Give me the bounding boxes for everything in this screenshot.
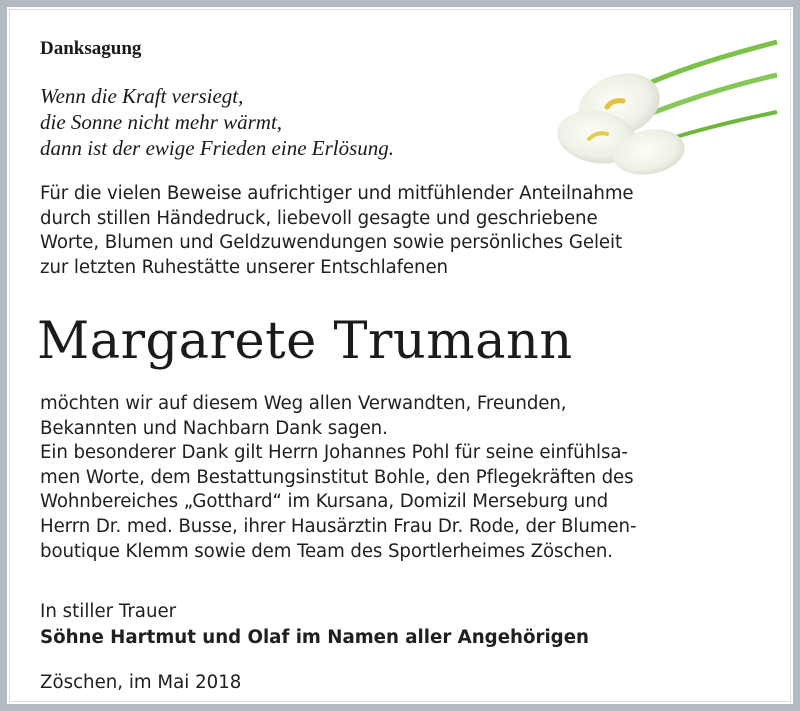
intro-line: Für die vielen Beweise aufrichtiger und mitfühlender Anteilnahme <box>40 183 634 204</box>
thanks-line: boutique Klemm sowie dem Team des Sportlerheimes Zöschen. <box>40 540 613 562</box>
closing-line: In stiller Trauer <box>40 601 177 622</box>
thanks-line: Bekannten und Nachbarn Dank sagen. <box>40 417 388 439</box>
poem-line: dann ist der ewige Frieden eine Erlösung. <box>40 136 395 160</box>
intro-paragraph <box>40 182 634 280</box>
place-date: Zöschen, im Mai 2018 <box>40 672 242 693</box>
thanks-line: men Worte, dem Bestattungsinstitut Bohle, den Pflegekräften des <box>40 466 634 488</box>
deceased-name: Margarete Trumann <box>37 312 573 371</box>
poem <box>40 83 394 161</box>
poem-line: die Sonne nicht mehr wärmt, <box>40 110 283 134</box>
thanks-line: Wohnbereiches „Gotthard“ im Kursana, Domizil Merseburg und <box>40 491 609 513</box>
intro-line: zur letzten Ruhestätte unserer Entschlafenen <box>40 256 448 278</box>
thanks-line: möchten wir auf diesem Weg allen Verwandten, Freunden, <box>40 393 567 414</box>
signers-line: Söhne Hartmut und Olaf im Namen aller Angehörigen <box>40 627 589 648</box>
thanks-line: Herrn Dr. med. Busse, ihrer Hausärztin Frau Dr. Rode, der Blumen- <box>40 515 637 537</box>
calla-lily-icon <box>549 27 779 187</box>
thanks-line: Ein besonderer Dank gilt Herrn Johannes Pohl für seine einfühlsa- <box>40 442 628 464</box>
intro-line: durch stillen Händedruck, liebevoll gesagte und geschriebene <box>40 207 598 229</box>
poem-line: Wenn die Kraft versiegt, <box>40 84 244 108</box>
thanks-paragraph <box>40 392 636 564</box>
intro-line: Worte, Blumen und Geldzuwendungen sowie persönliches Geleit <box>40 232 622 254</box>
notice-heading: Danksagung <box>40 38 142 59</box>
